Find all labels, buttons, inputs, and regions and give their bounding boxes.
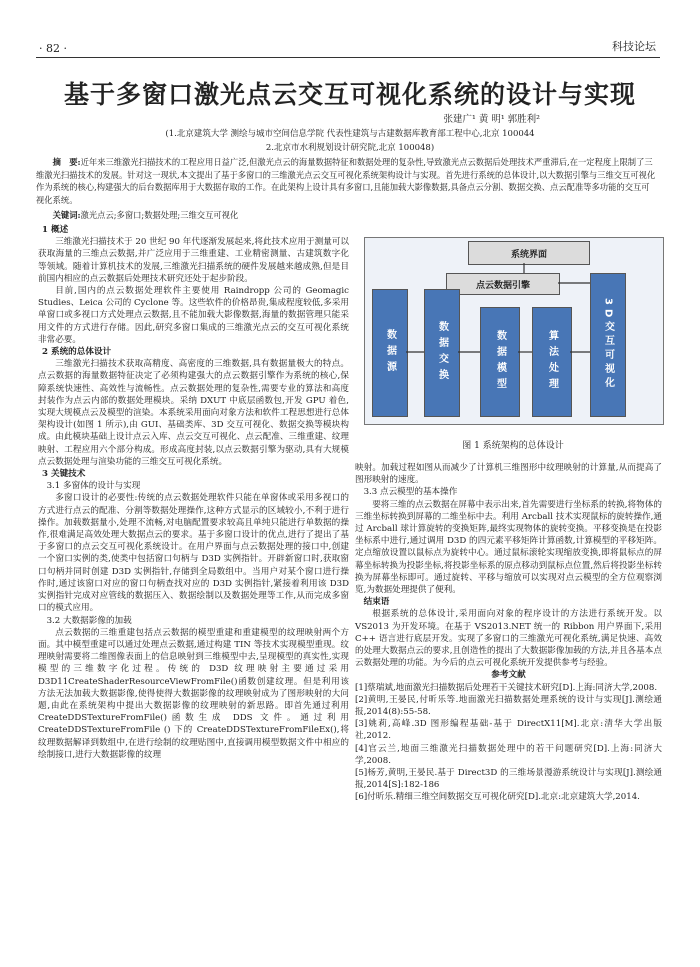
keywords — [36, 209, 656, 222]
figure-caption: 图 1 系统架构的总体设计 — [462, 441, 564, 451]
references-heading: 参考文献 — [491, 670, 526, 681]
fig-model-box: 数据模型 — [480, 307, 520, 417]
paragraph: 目前,国内的点云数据处理软件主要使用 Raindropp 公司的 Geomagic Studies、Leica 公司的 Cyclone 等。这些软件的价格昂贵,集成程度较低,多采用单窗口或多视口方式处理点云数据,且不能加载大影像数据,海量的数据管理只能采用文件的方式进行存储。因此,研究多窗口集成的三维激光点云的交互可视化系统非常必要。 — [38, 286, 349, 345]
keywords-text: 激光点云;多窗口;数据处理;三维交互可视化 — [80, 210, 239, 220]
paragraph: 多窗口设计的必要性:传统的点云数据处理软件只能在单窗体或采用多视口的方式进行点云的配准、分割等数据处理操作,这种方式显示的区域较小,不利于进行操作。加载数据量小,处理不流畅,对电脑配置要求较高且单纯只能进行单数据的操作,很难满足高效处理大数据点云的要求。基于多窗口设计的优点,进行了提出了基于多窗口的点云交互可视化系统设计。在用户界面与点云数据处理的接口中,创建一个窗口实例的类,使类中包括窗口句柄与 D3D 实例指针。开辟新窗口时,获取窗口句柄并同时创建 D3D 实例指针,存储到全局数组中。当用户对某个窗口进行操作时,通过该窗口对应的窗口句柄查找对应的 D3D 实例指针,紧接着利用该 D3D 实例指针完成对应管线的数据压入、数据绘制以及数据处理等工作,从而完成多窗口的模式应用。 — [38, 493, 349, 614]
reference-item: [6]付昕乐.精细三维空间数据交互可视化研究[D].北京:北京建筑大学,2014. — [355, 792, 640, 803]
reference-item: [5]杨芳,黄明,王晏民.基于 Direct3D 的三维场景漫游系统设计与实现[J].测绘通报,2014[S]:182-186 — [355, 768, 662, 791]
paragraph: 要将三维的点云数据在屏幕中表示出来,首先需要进行坐标系的转换,将物体的三维坐标转换到屏幕的二维坐标中去。利用 Arcball 技术实现鼠标的旋转操作,通过 Arcball 球计算旋转的变换矩阵,最终实现物体的旋转变换。平移变换是在投影坐标系中进行,通过调用 D3D 的四元素平移矩阵计算函数,计算模型的平移矩阵。定点缩放设置以鼠标点为旋转中心。通过鼠标滚轮实现缩放变换,即将鼠标点的屏幕坐标转换为投影坐标,将投影坐标系的原点移动到鼠标点位置,然后将投影坐标转换为屏幕坐标即可。通过旋转、平移与缩放可以实现对点云模型的全方位观察浏览,为数据处理提供了便利。 — [355, 499, 662, 596]
fig-engine-box: 点云数据引擎 — [446, 273, 560, 295]
fig-source-box: 数据源 — [372, 289, 408, 417]
page-number: · 82 · — [39, 42, 67, 55]
abstract-text: 近年来三维激光扫描技术的工程应用日益广泛,但激光点云的海量数据特征和数据处理的复杂性,导致激光点云数据后处理技术严重滞后,在一定程度上限制了三维激光扫描技术的发展。针对这一现状,本文提出了基于多窗口的三维激光点云交互可视化系统架构设计与实现。首先进行系统的总体设计,以大数据引擎与三维交互可视化作为系统的核心,构建强大的后台数据库用于大数据存取的工作。在此架构上设计具有多窗口,且能加载大影像数据,具备点云分割、数据交换、点云配准等多功能的交互可视化系统。 — [36, 157, 656, 205]
left-column — [38, 224, 349, 761]
right-column — [355, 462, 662, 804]
fig-gui-box: 系统界面 — [468, 241, 590, 265]
abstract-label: 摘 要: — [52, 157, 81, 167]
header-rule — [36, 57, 660, 58]
architecture-figure — [364, 237, 662, 451]
reference-item: [4]官云兰,地面三维激光扫描数据处理中的若干问题研究[D].上海:同济大学,2008. — [355, 743, 662, 766]
authors: 张建广¹ 黄 明¹ 郭胜利² — [443, 114, 540, 125]
section-label: 科技论坛 — [612, 40, 656, 53]
subsection-heading: 3.1 多窗体的设计与实现 — [46, 481, 141, 492]
reference-item: [1]蔡瑞斌,地面激光扫描数据后处理若干关键技术研究[D].上海:同济大学,2008. — [355, 682, 658, 693]
subsection-heading: 3.2 大数据影像的加载 — [46, 615, 132, 626]
paragraph: 三维激光扫描技术于 20 世纪 90 年代逐渐发展起来,将此技术应用于测量可以获取海量的三维点云数据,并广泛应用于三维重建、工业精密测量、古建筑数字化等领域。随着计算机技术的发展,三维激光扫描系统的硬件发展越来越成熟,但是目前国内相应的点云数据后处理技术研究还处于起步阶段。 — [38, 237, 349, 284]
paper-title: 基于多窗口激光点云交互可视化系统的设计与实现 — [63, 80, 636, 109]
affiliation-2: 2.北京市水利规划设计研究院,北京 100048) — [265, 143, 435, 153]
fig-viz-box: 3D交互可视化 — [590, 273, 626, 417]
section-heading: 结束语 — [363, 597, 390, 608]
fig-algo-box: 算法处理 — [532, 307, 572, 417]
affiliation-1: (1.北京建筑大学 测绘与城市空间信息学院 代表性建筑与古建数据库教育部工程中心,北京 100044 — [165, 129, 535, 139]
subsection-heading: 3.3 点云模型的基本操作 — [363, 487, 458, 498]
section-heading: 2 系统的总体设计 — [42, 347, 112, 358]
section-heading: 3 关键技术 — [42, 469, 86, 480]
fig-exchange-box: 数据交换 — [424, 289, 460, 417]
section-heading: 1 概述 — [42, 225, 69, 235]
paragraph: 三维激光扫描技术获取高精度、高密度的三维数据,具有数据量极大的特点。点云数据的海量数据特征决定了必须构建强大的点云数据引擎作为系统的核心,保障系统快速性、高效性与流畅性。点云数据处理的复杂性,需要专业的算法和高度封装作为点云内部的数据处理模块。采纳 DXUT 中底层函数包,开发 GPU 着色,实现大规模点云及模型的渲染。本系统采用面向对象方法和软件工程思想进行总体架构设计(如图 1 所示),由 GUI、基础类库、3D 交互可视化、数据交换等模块构成。由此模块基础上设计点云入库、点云交互可视化、点云配准、三维重建、纹理映射、工程应用六个部分构成。形成高度封装,以点云数据引擎为驱动,具有大规模点云数据处理与渲染功能的三维交互可视化系统。 — [38, 359, 349, 467]
paragraph: 根据系统的总体设计,采用面向对象的程序设计的方法进行系统开发。以 VS2013 为开发环境。在基于 VS2013.NET 统一的 Ribbon 用户界面下,采用 C++ 语言进行底层开发。实现了多窗口的三维激光可视化系统,满足快速、高效的处理大数据点云的要求,且创造性的提出了大数据影像加载的方法,并且各基本点云数据处理的功能。为今后的点云可视化系统开发提供参考与经验。 — [355, 609, 662, 669]
abstract — [36, 156, 656, 206]
references-list — [355, 682, 662, 804]
paragraph: 映射。加载过程如图从而减少了计算机三维图形中纹理映射的计算量,从而提高了图形映射的速度。 — [355, 463, 662, 486]
reference-item: [2]黄明,王晏民,付昕乐等.地面激光扫描数据处理系统的设计与实现[J].测绘通报,2014(8):55-58. — [355, 694, 662, 718]
fig-connectors — [364, 237, 662, 423]
paragraph: 点云数据的三维重建包括点云数据的模型重建和重建模型的纹理映射两个方面。其中模型重建可以通过处理点云数据,通过构建 TIN 等技术实现模型重现。纹理映射需要将二维图像表面上的信息映射到三维模型中去,呈现模型的真实性,实现模型的三维数字化过程。传统的 D3D 纹理映射主要通过采用 D3D11CreateShaderResourceViewFromFile()函数创建纹理。但是利用该方法无法加载大数据影像,使得使得大数据影像的纹理映射成为了图形映射的大问题,由此在系统架构中提出大数据影像的纹理映射的新思路。即首先通过利用 CreateDDSTextureFromFile()函数生成 DDS 文件。通过利用 CreateDDSTextureFromFile () 下的 CreateDDSTextureFromFileEx(),将纹理数据解译到数组中,在进行绘制的纹理贴图中,直接调用模型数据文件中相应的绘制接口,进行大数据影像的纹理 — [38, 627, 349, 760]
reference-item: [3]姚莉,高峰.3D 图形编程基础-基于 DirectX11[M].北京:清华大学出版社,2012. — [355, 719, 662, 742]
keywords-label: 关键词: — [52, 210, 81, 220]
